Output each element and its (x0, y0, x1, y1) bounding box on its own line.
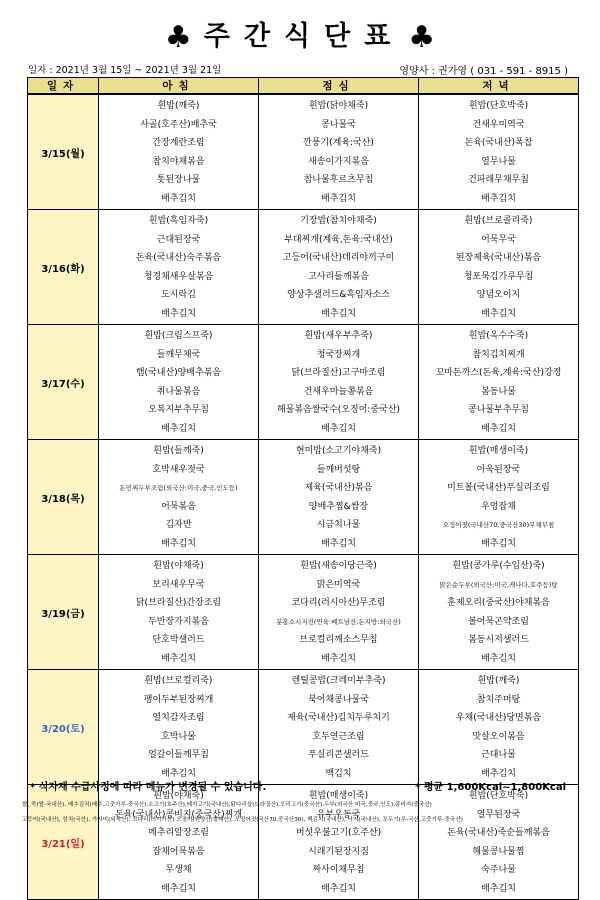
menu-item: 돈육(국내산)숙주볶음 (135, 253, 222, 263)
menu-item: 흰밥(새송이당근죽) (300, 561, 377, 571)
menu-item: 보리새우무국 (152, 579, 205, 590)
menu-item: 배추김치 (481, 653, 516, 664)
menu-item: 맑은미역국 (316, 579, 361, 590)
menu-item: 들깨무채국 (156, 349, 201, 360)
menu-item: 우엉잡채 (481, 501, 516, 512)
menu-item: 참나물후르츠무침 (303, 175, 374, 185)
menu-item: 간장계란조림 (152, 138, 205, 148)
menu-item: 열무나물 (481, 156, 516, 167)
menu-item: 흰밥(단호박죽) (468, 791, 529, 801)
menu-item: 두반장가지볶음 (148, 616, 209, 627)
menu-item: 시금치나물 (316, 520, 361, 530)
menu-item: 햄(국내산)양배추볶음 (135, 368, 222, 378)
menu-item: 배추김치 (161, 538, 196, 549)
menu-item: 도시락김 (161, 290, 196, 300)
menu-item: 잡채어묵볶음 (152, 846, 205, 857)
lunch-cell (259, 94, 419, 210)
menu-item: 볼어묵곤약조림 (468, 616, 529, 627)
menu-item: 흰밥(야채죽) (153, 791, 204, 801)
menu-item: 배추김치 (321, 538, 356, 549)
menu-item: 콩나물국 (321, 119, 356, 130)
menu-item: 흰밥(매생이죽) (308, 791, 369, 801)
menu-item: 근대된장국 (156, 234, 201, 245)
menu-item: 아욱된장국 (476, 464, 521, 475)
menu-item: 흰밥(닭야채죽) (308, 101, 369, 111)
menu-item: 양상추샐러드&흑임자소스 (287, 290, 390, 300)
menu-item: 배추김치 (321, 423, 356, 434)
menu-item: 오복지부추무침 (148, 405, 209, 415)
menu-item: 맑은순두부(외국산:미국,캐나다,호주등)탕 (439, 580, 558, 589)
breakfast-cell (99, 440, 259, 555)
menu-item: 청국장찌개 (316, 349, 361, 360)
menu-item: 김자반 (165, 520, 192, 530)
day-row (28, 670, 579, 785)
menu-item: 새송이가지볶음 (308, 156, 369, 167)
menu-item: 흰밥(깨죽) (157, 101, 200, 111)
menu-item: 돈육(국내산)콩비지(중국산)찌개 (114, 809, 243, 820)
day-date: 3/20(토) (28, 670, 99, 785)
menu-item: 참치김치찌개 (472, 349, 525, 360)
menu-item: 호박나물 (161, 731, 196, 742)
menu-item: 배추김치 (321, 193, 356, 204)
day-date: 3/16(화) (28, 210, 99, 325)
dinner-cell (419, 94, 579, 210)
day-date: 3/19(금) (28, 555, 99, 670)
nutritionist-text: 영양사 : 권가영 ( 031 - 591 - 8915 ) (399, 66, 568, 77)
menu-item: 코다리(러시아산)무조림 (291, 598, 386, 608)
menu-item: 고사리들깨볶음 (308, 271, 369, 282)
breakfast-cell (99, 555, 259, 670)
menu-item: 양배추찜&쌈장 (308, 501, 369, 512)
menu-item: 제육(국내산)볶음 (304, 483, 373, 493)
menu-item: 고등어(국내산)데리야끼구이 (282, 253, 395, 263)
menu-item: 닭(브라질산)고구마조림 (291, 368, 386, 378)
breakfast-cell (99, 210, 259, 325)
menu-item: 깐풍기(계육:국산) (303, 138, 374, 148)
menu-item: 돈민찌두부조림(외국산:미국,중국,인도등) (119, 484, 238, 492)
menu-item: 해물콩나물찜 (472, 846, 525, 857)
menu-item: 배추김치 (481, 423, 516, 434)
day-row (28, 440, 579, 555)
day-date: 3/18(목) (28, 440, 99, 555)
weekly-menu-table (27, 77, 579, 900)
menu-item: 시래기된장지짐 (308, 846, 369, 857)
menu-item: 청경채새우살볶음 (143, 271, 214, 282)
menu-item: 호박새우젓국 (152, 464, 205, 475)
menu-item: 우채(국내산)당면볶음 (455, 713, 542, 723)
menu-item: 어묵볶음 (161, 501, 196, 512)
menu-item: 흰밥(깨죽) (477, 676, 520, 686)
lunch-cell (259, 210, 419, 325)
menu-item: 흰밥(들깨죽) (153, 446, 204, 456)
menu-item: 들깨버섯탕 (316, 464, 361, 475)
menu-item: 렌틸콩밥(크레미부추죽) (291, 676, 386, 686)
title-text: 주간식단표 (203, 21, 405, 52)
menu-item: 오징어젓(국내산70,중국산30)무채무침 (442, 521, 555, 529)
header-breakfast: 아침 (99, 78, 259, 95)
menu-item: 취나물볶음 (156, 386, 201, 397)
menu-item: 배추김치 (481, 768, 516, 779)
menu-item: 봄동나물 (481, 386, 516, 397)
menu-item: 참치야채볶음 (152, 156, 205, 167)
day-row (28, 210, 579, 325)
menu-item: 어묵무국 (481, 234, 516, 245)
menu-item: 건파래무채무침 (468, 175, 529, 185)
menu-item: 제육(국내산)김치두루치기 (287, 713, 390, 723)
menu-item: 배추김치 (481, 308, 516, 319)
menu-item: 배추김치 (321, 653, 356, 664)
day-row (28, 555, 579, 670)
dinner-cell (419, 325, 579, 440)
menu-item: 열치감자조림 (152, 713, 205, 723)
menu-item: 건새우미역국 (472, 119, 525, 130)
menu-item: 해물볶음쌀국수(오징어:중국산) (276, 405, 401, 415)
menu-item: 배추김치 (161, 768, 196, 779)
header-date: 일자 (28, 78, 99, 95)
day-date: 3/21(일) (28, 785, 99, 900)
calorie-note: * 평균 1,600Kcal~1,800Kcal (415, 782, 566, 793)
day-row (28, 94, 579, 210)
menu-item: 북어채콩나물국 (308, 694, 369, 705)
menu-item: 양념오이지 (476, 290, 521, 300)
lunch-cell (259, 555, 419, 670)
menu-item: 메추리알장조림 (148, 828, 209, 838)
menu-item: 부대찌개(계육,돈육:국내산) (284, 234, 393, 245)
menu-item: 배추김치 (321, 308, 356, 319)
header-dinner: 저녁 (419, 78, 579, 95)
menu-item: 미트볼(국내산)푸실리조림 (447, 483, 550, 493)
menu-item: 사골(호주산)배추국 (140, 119, 217, 130)
menu-item: 흰밥(새우부추죽) (304, 331, 373, 341)
change-notice: * 식자재 수급사정에 따라 메뉴가 변경될 수 있습니다. (30, 782, 267, 793)
header-row (28, 78, 579, 95)
lunch-cell (259, 440, 419, 555)
menu-item: 유부우동국 (316, 809, 361, 820)
menu-item: 건새우마늘쫑볶음 (303, 386, 374, 397)
menu-item: 톳된장나물 (156, 175, 201, 185)
menu-item: 배추김치 (161, 308, 196, 319)
menu-item: 콩나물부추무침 (468, 405, 529, 415)
menu-item: 배추김치 (481, 883, 516, 894)
menu-item: 흰밥(야채죽) (153, 561, 204, 571)
menu-item: 흰밥(크림스프죽) (144, 331, 213, 341)
breakfast-cell (99, 94, 259, 210)
menu-item: 열무된장국 (476, 809, 521, 820)
origin-info-line: 쌀, 죽(쌀-국내산), 배추김치(배추,고춧가루-중국산),소고기(호주산),돼지고기(국내산),닭다리살(브라질산),오리고기(중국산),두부(외국산:미국,중국,인도),콩비지(중국산) (22, 802, 432, 808)
club-icon: ♣ (164, 20, 192, 55)
menu-item: 버섯우불고기(호주산) (295, 828, 382, 838)
menu-item: 배추김치 (161, 653, 196, 664)
menu-item: 무생채 (165, 865, 192, 875)
menu-item: 청포묵김가루무침 (463, 271, 534, 282)
menu-item: 맛살오이볶음 (472, 731, 525, 742)
menu-item: 배추김치 (321, 883, 356, 894)
day-date: 3/15(월) (28, 94, 99, 210)
page-title (0, 14, 600, 55)
menu-item: 배추김치 (161, 423, 196, 434)
menu-item: 흰밥(매생이죽) (468, 446, 529, 456)
menu-item: 배추김치 (481, 538, 516, 549)
menu-item: 배추김치 (161, 193, 196, 204)
dinner-cell (419, 440, 579, 555)
dinner-cell (419, 555, 579, 670)
menu-item: 현미밥(소고기야채죽) (295, 446, 382, 456)
menu-item: 꼬마돈까스(돈육,계육:국산)강정 (435, 368, 562, 378)
origin-info-line: 고등어(국내산), 삼치(국산), 가자미(외국산), 코다리(러시아산) 오징어(원양산/칠레산), 오징어젓(국산70,중국산30), 백김치(국내산), 낙지(국내산), 꼬두기(무-국산,고춧가루-중국산) (22, 817, 463, 823)
menu-item: 호두연근조림 (312, 731, 365, 742)
menu-item: 닭(브라질산)간장조림 (135, 598, 222, 608)
dinner-cell (419, 210, 579, 325)
menu-item: 배추김치 (161, 883, 196, 894)
menu-item: 돈육(국내산)죽순들깨볶음 (447, 828, 550, 838)
menu-item: 근대나물 (481, 750, 516, 760)
lunch-cell (259, 325, 419, 440)
menu-item: 단호박샐러드 (152, 635, 205, 645)
dinner-cell (419, 670, 579, 785)
menu-item: 참치주머탕 (476, 694, 521, 705)
lunch-cell (259, 670, 419, 785)
menu-item: 흰밥(브로컬리죽) (144, 676, 213, 686)
day-row (28, 325, 579, 440)
menu-item: 브로컬리깨소스무침 (299, 635, 378, 645)
menu-item: 돈육(국내산)폭찹 (464, 138, 533, 148)
menu-item: 흰밥(흑임자죽) (148, 216, 209, 226)
breakfast-cell (99, 670, 259, 785)
menu-item: 기장밥(참치야채죽) (300, 216, 377, 226)
menu-item: 훈제오리(중국산)야채볶음 (447, 598, 550, 608)
period-text: 일자 : 2021년 3월 15일 ~ 2021년 3월 21일 (28, 65, 222, 76)
menu-item: 흰밥(단호박죽) (468, 101, 529, 111)
menu-item: 된장제육(국내산)볶음 (455, 253, 542, 263)
menu-item: 얼갈이들깨무침 (148, 750, 209, 760)
breakfast-cell (99, 325, 259, 440)
menu-item: 흰밥(옥수수죽) (468, 331, 529, 341)
header-lunch: 점심 (259, 78, 419, 95)
menu-item: 봄동시저샐러드 (468, 635, 529, 645)
menu-item: 배추김치 (481, 193, 516, 204)
menu-item: 흰밥(브로콜리죽) (464, 216, 533, 226)
menu-item: 팽이두부된장찌개 (143, 694, 214, 705)
menu-item: 흰밥(콩가루(수입산)죽) (452, 561, 545, 571)
menu-item: 푸실리콘샐러드 (308, 750, 369, 760)
menu-item: 짜사이채무침 (312, 865, 365, 875)
menu-item: 숙주나물 (481, 865, 516, 875)
menu-item: 분홍소시지전(연육:베트남산,돈지방:외국산) (276, 617, 401, 626)
club-icon: ♣ (408, 20, 436, 55)
menu-item: 백김치 (325, 768, 352, 779)
day-date: 3/17(수) (28, 325, 99, 440)
